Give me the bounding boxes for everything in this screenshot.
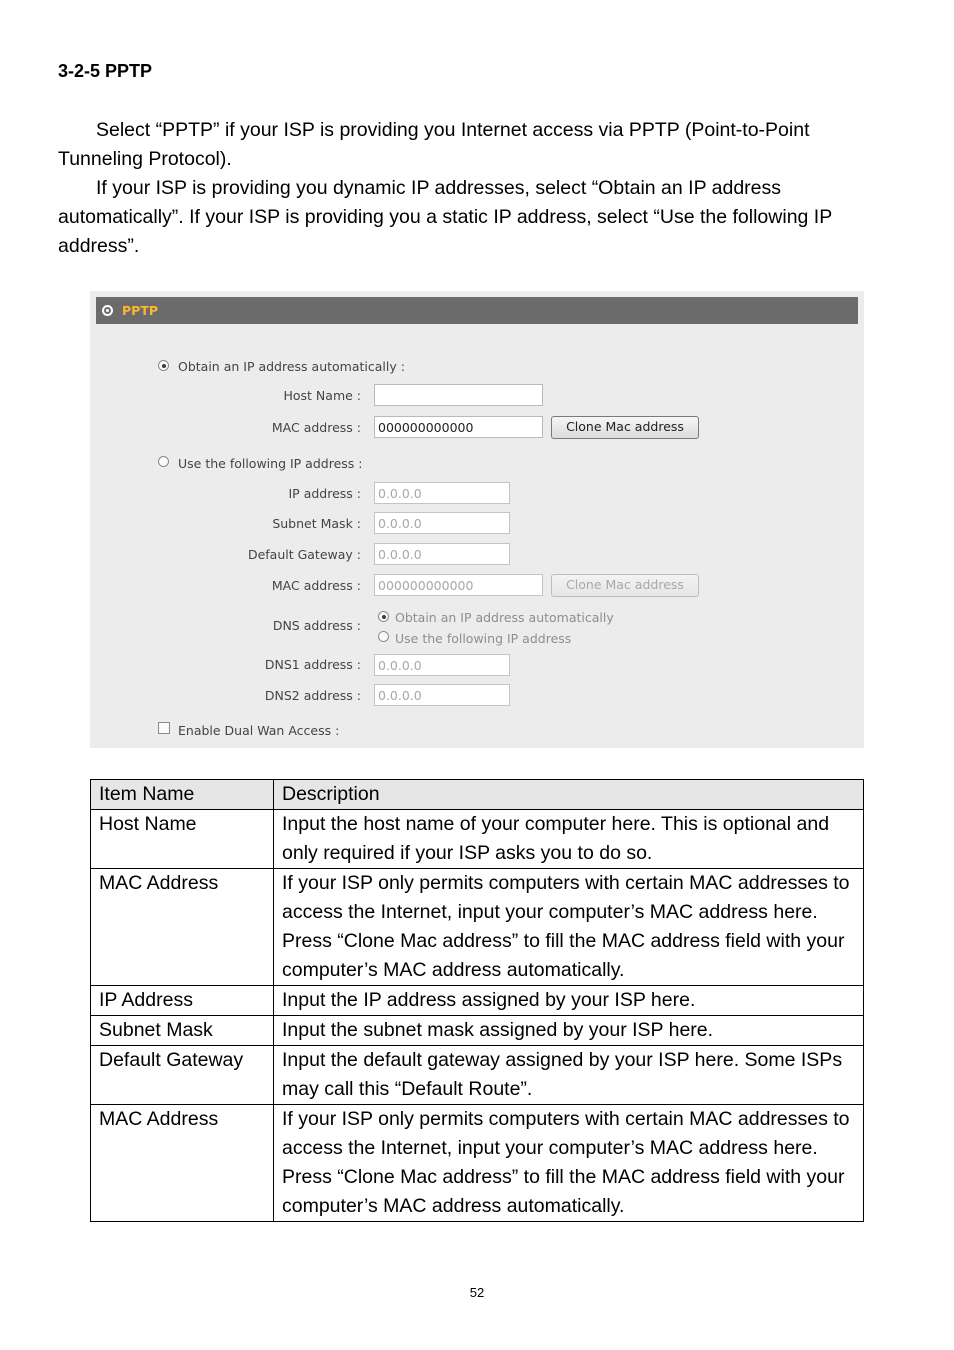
default-gateway-input[interactable]: 0.0.0.0 [374, 543, 510, 565]
item-name-cell: IP Address [91, 986, 274, 1016]
dns-manual-label: Use the following IP address [395, 631, 572, 646]
obtain-ip-label: Obtain an IP address automatically : [178, 359, 405, 374]
item-description-table [90, 779, 864, 1222]
clone-mac-button[interactable]: Clone Mac address [551, 416, 699, 439]
host-name-input[interactable] [374, 384, 543, 406]
use-following-ip-radio[interactable] [158, 456, 169, 467]
clone-mac-2-button[interactable]: Clone Mac address [551, 574, 699, 597]
page-number: 52 [469, 1285, 485, 1300]
dns-address-label: DNS address : [272, 618, 361, 633]
subnet-mask-label: Subnet Mask : [272, 516, 361, 531]
description-cell: Input the default gateway assigned by your ISP here. Some ISPs may call this “Default Route”. [274, 1046, 864, 1105]
dns2-address-label: DNS2 address : [264, 688, 361, 703]
default-gateway-label: Default Gateway : [247, 547, 361, 562]
ip-address-input[interactable]: 0.0.0.0 [374, 482, 510, 504]
intro-paragraph [58, 116, 888, 174]
obtain-ip-radio[interactable] [158, 360, 169, 371]
table-row [91, 1105, 864, 1222]
dns-auto-radio[interactable] [378, 611, 389, 622]
mac-address-2-label: MAC address : [271, 578, 361, 593]
mac-address-input[interactable]: 000000000000 [374, 416, 543, 438]
host-name-label: Host Name : [283, 388, 361, 403]
description-cell: If your ISP only permits computers with certain MAC addresses to access the Internet, input your computer’s MAC address here. Press “Clone Mac address” to fill the MAC address field with your computer’s MAC address automatically. [274, 869, 864, 986]
item-name-cell: Host Name [91, 810, 274, 869]
description-cell: Input the IP address assigned by your ISP here. [274, 986, 864, 1016]
panel-header [96, 297, 858, 324]
mac-address-label: MAC address : [271, 420, 361, 435]
table-row [91, 869, 864, 986]
mac-address-2-input[interactable]: 000000000000 [374, 574, 543, 596]
description-cell: Input the host name of your computer here. This is optional and only required if your ISP asks you to do so. [274, 810, 864, 869]
table-row [91, 986, 864, 1016]
item-name-cell: MAC Address [91, 869, 274, 986]
table-header-row [91, 780, 864, 810]
description-cell: If your ISP only permits computers with certain MAC addresses to access the Internet, input your computer’s MAC address here. Press “Clone Mac address” to fill the MAC address field with your computer’s MAC address automatically. [274, 1105, 864, 1222]
ip-address-label: IP address : [288, 486, 361, 501]
dns-manual-radio[interactable] [378, 631, 389, 642]
table-row [91, 810, 864, 869]
subnet-mask-input[interactable]: 0.0.0.0 [374, 512, 510, 534]
dns2-address-input[interactable]: 0.0.0.0 [374, 684, 510, 706]
pptp-settings-panel [90, 291, 864, 748]
ip-mode-paragraph-text: If your ISP is providing you dynamic IP addresses, select “Obtain an IP address automatically”. If your ISP is providing you a static IP address, select “Use the following IP address”. [58, 177, 832, 257]
dual-wan-checkbox[interactable] [158, 722, 170, 734]
item-name-cell: Default Gateway [91, 1046, 274, 1105]
dns1-address-input[interactable]: 0.0.0.0 [374, 654, 510, 676]
bullet-icon [102, 305, 113, 316]
header-description: Description [274, 780, 864, 810]
item-name-cell: MAC Address [91, 1105, 274, 1222]
section-heading: 3-2-5 PPTP [58, 61, 153, 81]
ip-mode-paragraph [58, 174, 888, 261]
description-cell: Input the subnet mask assigned by your ISP here. [274, 1016, 864, 1046]
use-following-ip-label: Use the following IP address : [178, 456, 363, 471]
table-row [91, 1016, 864, 1046]
dns1-address-label: DNS1 address : [264, 657, 361, 672]
dual-wan-label: Enable Dual Wan Access : [178, 723, 340, 738]
item-name-cell: Subnet Mask [91, 1016, 274, 1046]
panel-title: PPTP [122, 303, 159, 318]
table-row [91, 1046, 864, 1105]
header-item-name: Item Name [91, 780, 274, 810]
dns-auto-label: Obtain an IP address automatically [395, 610, 614, 625]
intro-paragraph-text: Select “PPTP” if your ISP is providing you Internet access via PPTP (Point-to-Point Tunneling Protocol). [58, 119, 810, 170]
